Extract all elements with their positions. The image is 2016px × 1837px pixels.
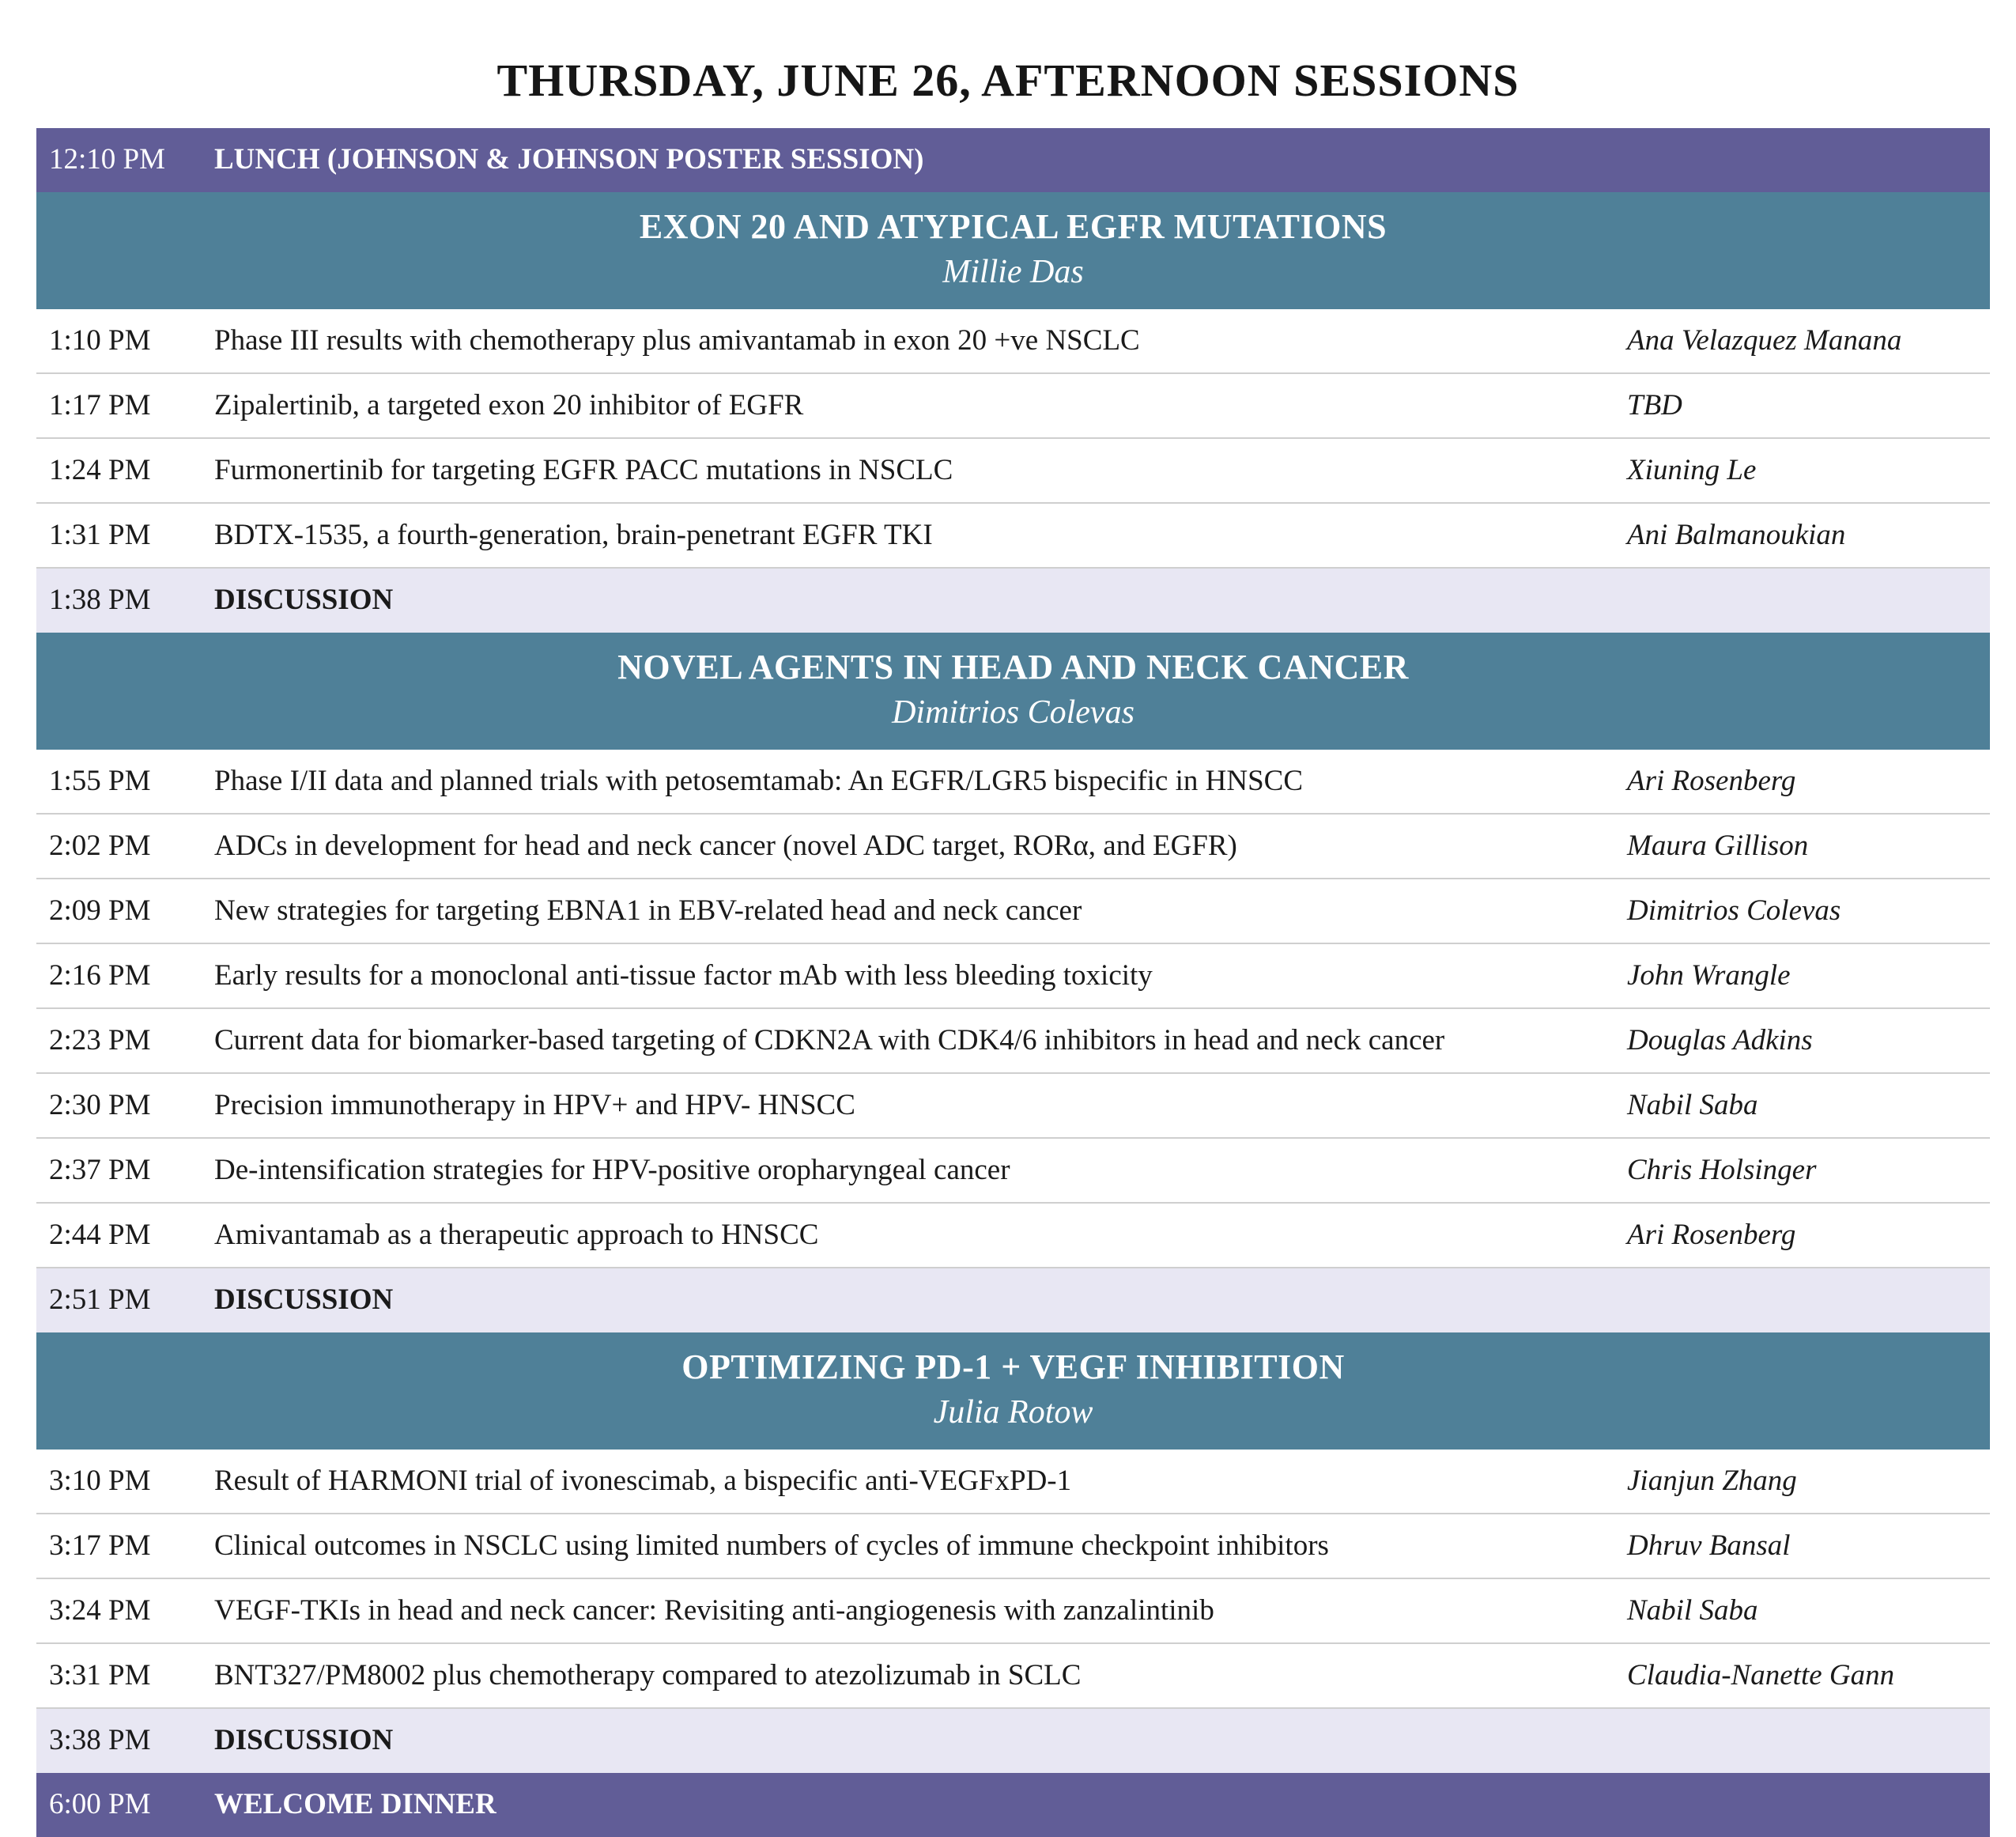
talk-row: [36, 1579, 1990, 1644]
talk-row: [36, 439, 1990, 504]
speaker-name: Ana Velazquez Manana: [1627, 324, 1902, 357]
section-chair: Millie Das: [942, 254, 1084, 290]
speaker-name: Ani Balmanoukian: [1627, 519, 1846, 551]
session-time: 2:37 PM: [49, 1154, 151, 1186]
speaker-name: Maura Gillison: [1627, 830, 1809, 862]
session-time: 2:51 PM: [49, 1283, 151, 1316]
session-title: WELCOME DINNER: [214, 1788, 496, 1820]
session-title: Current data for biomarker-based targeting of CDKN2A with CDK4/6 inhibitors in head and neck cancer: [214, 1024, 1445, 1056]
talk-row: [36, 504, 1990, 569]
session-title: ADCs in development for head and neck cancer (novel ADC target, RORα, and EGFR): [214, 830, 1237, 862]
section-header: [36, 1332, 1990, 1450]
talk-row: [36, 1644, 1990, 1709]
talk-row: [36, 944, 1990, 1009]
speaker-name: Xiuning Le: [1627, 454, 1757, 486]
talk-row: [36, 1009, 1990, 1074]
discussion-row: [36, 1268, 1990, 1332]
talk-row: [36, 1074, 1990, 1139]
session-time: 3:38 PM: [49, 1724, 151, 1756]
session-title: DISCUSSION: [214, 1283, 394, 1316]
speaker-name: Nabil Saba: [1627, 1089, 1758, 1121]
session-title: Early results for a monoclonal anti-tissue factor mAb with less bleeding toxicity: [214, 959, 1153, 992]
session-time: 2:44 PM: [49, 1219, 151, 1251]
session-title: VEGF-TKIs in head and neck cancer: Revisiting anti-angiogenesis with zanzalintinib: [214, 1594, 1214, 1627]
session-time: 3:24 PM: [49, 1594, 151, 1627]
speaker-name: Dhruv Bansal: [1627, 1529, 1791, 1562]
session-title: DISCUSSION: [214, 584, 394, 616]
session-title: New strategies for targeting EBNA1 in EBV-related head and neck cancer: [214, 894, 1082, 927]
session-title: Furmonertinib for targeting EGFR PACC mutations in NSCLC: [214, 454, 953, 486]
speaker-name: Jianjun Zhang: [1627, 1465, 1797, 1497]
session-time: 2:16 PM: [49, 959, 151, 992]
session-title: Result of HARMONI trial of ivonescimab, a bispecific anti-VEGFxPD-1: [214, 1465, 1072, 1497]
section-chair: Dimitrios Colevas: [892, 694, 1134, 731]
session-title: BDTX-1535, a fourth-generation, brain-penetrant EGFR TKI: [214, 519, 933, 551]
break-row: [36, 128, 1990, 192]
talk-row: [36, 1204, 1990, 1268]
session-time: 3:31 PM: [49, 1659, 151, 1691]
session-time: 12:10 PM: [49, 143, 166, 176]
session-title: Phase I/II data and planned trials with petosemtamab: An EGFR/LGR5 bispecific in HNSCC: [214, 765, 1304, 797]
session-time: 1:31 PM: [49, 519, 151, 551]
speaker-name: John Wrangle: [1627, 959, 1791, 992]
talk-row: [36, 815, 1990, 879]
session-title: LUNCH (JOHNSON & JOHNSON POSTER SESSION): [214, 143, 924, 176]
session-time: 2:02 PM: [49, 830, 151, 862]
session-title: BNT327/PM8002 plus chemotherapy compared to atezolizumab in SCLC: [214, 1659, 1082, 1691]
section-chair: Julia Rotow: [933, 1394, 1093, 1431]
speaker-name: Dimitrios Colevas: [1627, 894, 1841, 927]
talk-row: [36, 750, 1990, 815]
session-time: 3:17 PM: [49, 1529, 151, 1562]
discussion-row: [36, 1709, 1990, 1773]
talk-row: [36, 1139, 1990, 1204]
break-row: [36, 1773, 1990, 1837]
session-time: 1:10 PM: [49, 324, 151, 357]
section-title: OPTIMIZING PD-1 + VEGF INHIBITION: [681, 1348, 1345, 1386]
session-time: 6:00 PM: [49, 1788, 151, 1820]
talk-row: [36, 1450, 1990, 1514]
talk-row: [36, 879, 1990, 944]
session-title: Clinical outcomes in NSCLC using limited numbers of cycles of immune checkpoint inhibitors: [214, 1529, 1329, 1562]
session-time: 1:38 PM: [49, 584, 151, 616]
section-header: [36, 633, 1990, 750]
speaker-name: Ari Rosenberg: [1627, 765, 1796, 797]
talk-row: [36, 374, 1990, 439]
section-title: EXON 20 AND ATYPICAL EGFR MUTATIONS: [639, 207, 1387, 246]
session-time: 3:10 PM: [49, 1465, 151, 1497]
session-time: 2:30 PM: [49, 1089, 151, 1121]
speaker-name: Ari Rosenberg: [1627, 1219, 1796, 1251]
talk-row: [36, 309, 1990, 374]
session-title: Precision immunotherapy in HPV+ and HPV- HNSCC: [214, 1089, 855, 1121]
session-time: 2:23 PM: [49, 1024, 151, 1056]
speaker-name: TBD: [1627, 389, 1682, 421]
session-time: 1:24 PM: [49, 454, 151, 486]
speaker-name: Chris Holsinger: [1627, 1154, 1817, 1186]
session-title: De-intensification strategies for HPV-positive oropharyngeal cancer: [214, 1154, 1010, 1186]
session-title: Zipalertinib, a targeted exon 20 inhibitor of EGFR: [214, 389, 804, 421]
session-time: 1:17 PM: [49, 389, 151, 421]
session-time: 2:09 PM: [49, 894, 151, 927]
section-title: NOVEL AGENTS IN HEAD AND NECK CANCER: [617, 648, 1409, 686]
session-time: 1:55 PM: [49, 765, 151, 797]
page-title: THURSDAY, JUNE 26, AFTERNOON SESSIONS: [496, 55, 1520, 106]
talk-row: [36, 1514, 1990, 1579]
speaker-name: Nabil Saba: [1627, 1594, 1758, 1627]
session-title: Amivantamab as a therapeutic approach to HNSCC: [214, 1219, 819, 1251]
discussion-row: [36, 569, 1990, 633]
schedule-table: [36, 128, 1990, 1837]
speaker-name: Douglas Adkins: [1627, 1024, 1813, 1056]
section-header: [36, 192, 1990, 309]
speaker-name: Claudia-Nanette Gann: [1627, 1659, 1895, 1691]
session-title: Phase III results with chemotherapy plus amivantamab in exon 20 +ve NSCLC: [214, 324, 1140, 357]
session-title: DISCUSSION: [214, 1724, 394, 1756]
